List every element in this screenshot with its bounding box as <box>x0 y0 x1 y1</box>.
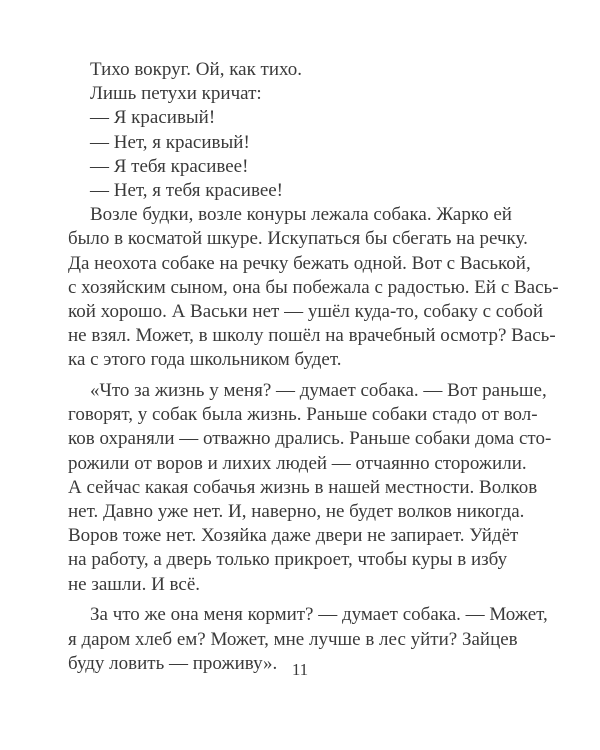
verse-line: — Я красивый! <box>90 107 216 129</box>
paragraph-gap <box>68 597 500 604</box>
paragraph-line: буду ловить — проживу». <box>68 652 278 674</box>
paragraph-gap <box>68 372 500 379</box>
paragraph-line: За что же она меня кормит? — думает собака. — Может, <box>90 604 548 626</box>
paragraph-line: А сейчас какая собачья жизнь в нашей местности. Волков <box>68 476 538 498</box>
verse-line: Тихо вокруг. Ой, как тихо. <box>90 59 303 80</box>
paragraph-line: не зашли. И всё. <box>68 573 201 595</box>
verse-line: — Нет, я тебя красивее! <box>90 179 284 201</box>
paragraph-line: Да неохота собаке на речку бежать одной. Вот с Васькой, <box>68 252 531 274</box>
paragraph <box>68 203 559 372</box>
paragraph-line: Возле будки, возле конуры лежала собака. Жарко ей <box>90 204 512 226</box>
body-text <box>68 58 559 676</box>
paragraph-line: кой хорошо. А Васьки нет — ушёл куда-то, собаку с собой <box>68 300 544 322</box>
paragraph-line: с хозяйским сыном, она бы побежала с радостью. Ей с Вась- <box>68 276 559 298</box>
paragraph-line: было в косматой шкуре. Искупаться бы сбегать на речку. <box>68 228 528 250</box>
verse-line: — Нет, я красивый! <box>90 131 250 153</box>
paragraph-line: говорят, у собак была жизнь. Раньше собаки стадо от вол- <box>68 404 538 426</box>
paragraph-line: ков охраняли — отважно дрались. Раньше собаки дома сто- <box>68 428 552 450</box>
paragraph-line: ка с этого года школьником будет. <box>68 349 342 371</box>
paragraph-line: нет. Давно уже нет. И, наверно, не будет волков никогда. <box>68 500 525 522</box>
verse-block <box>68 58 500 203</box>
verse-line: — Я тебя красивее! <box>90 155 249 177</box>
verse-line: Лишь петухи кричат: <box>90 83 262 105</box>
paragraph-line: рожили от воров и лихих людей — отчаянно сторожили. <box>68 452 527 474</box>
paragraph-line: я даром хлеб ем? Может, мне лучше в лес уйти? Зайцев <box>68 628 518 650</box>
paragraph <box>68 379 552 597</box>
paragraph-line: на работу, а дверь только прикроет, чтобы куры в избу <box>68 549 508 571</box>
paragraph-line: Воров тоже нет. Хозяйка даже двери не запирает. Уйдёт <box>68 525 519 547</box>
page-number: 11 <box>291 660 309 679</box>
paragraph-line: не взял. Может, в школу пошёл на врачебный осмотр? Вась- <box>68 325 556 347</box>
paragraph-line: «Что за жизнь у меня? — думает собака. — Вот раньше, <box>90 380 547 402</box>
